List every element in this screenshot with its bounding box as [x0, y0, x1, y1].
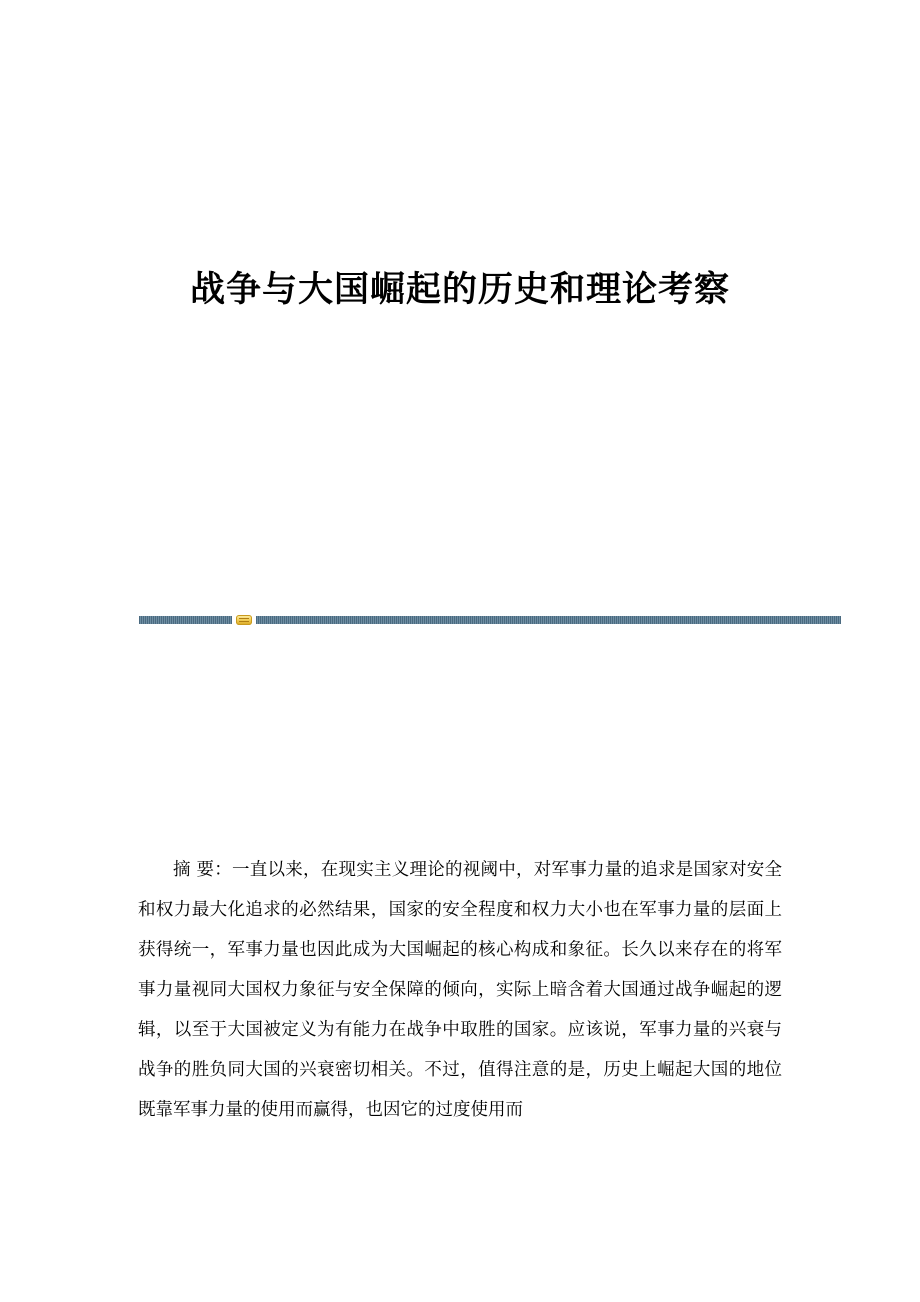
abstract-paragraph: 摘 要：一直以来，在现实主义理论的视阈中，对军事力量的追求是国家对安全和权力最大化追求的必然结果，国家的安全程度和权力大小也在军事力量的层面上获得统一，军事力量也因此成为大国崛起的核心构成和象征。长久以来存在的将军事力量视同大国权力象征与安全保障的倾向，实际上暗含着大国通过战争崛起的逻辑，以至于大国被定义为有能力在战争中取胜的国家。应该说，军事力量的兴衰与战争的胜负同大国的兴衰密切相关。不过，值得注意的是，历史上崛起大国的地位既靠军事力量的使用而赢得，也因它的过度使用而	[138, 860, 782, 1120]
document-title: 战争与大国崛起的历史和理论考察	[189, 270, 730, 310]
divider-bar-right	[256, 616, 841, 624]
section-divider	[139, 615, 841, 625]
divider-bar-left	[139, 616, 232, 624]
divider-ornament-icon	[236, 615, 252, 625]
